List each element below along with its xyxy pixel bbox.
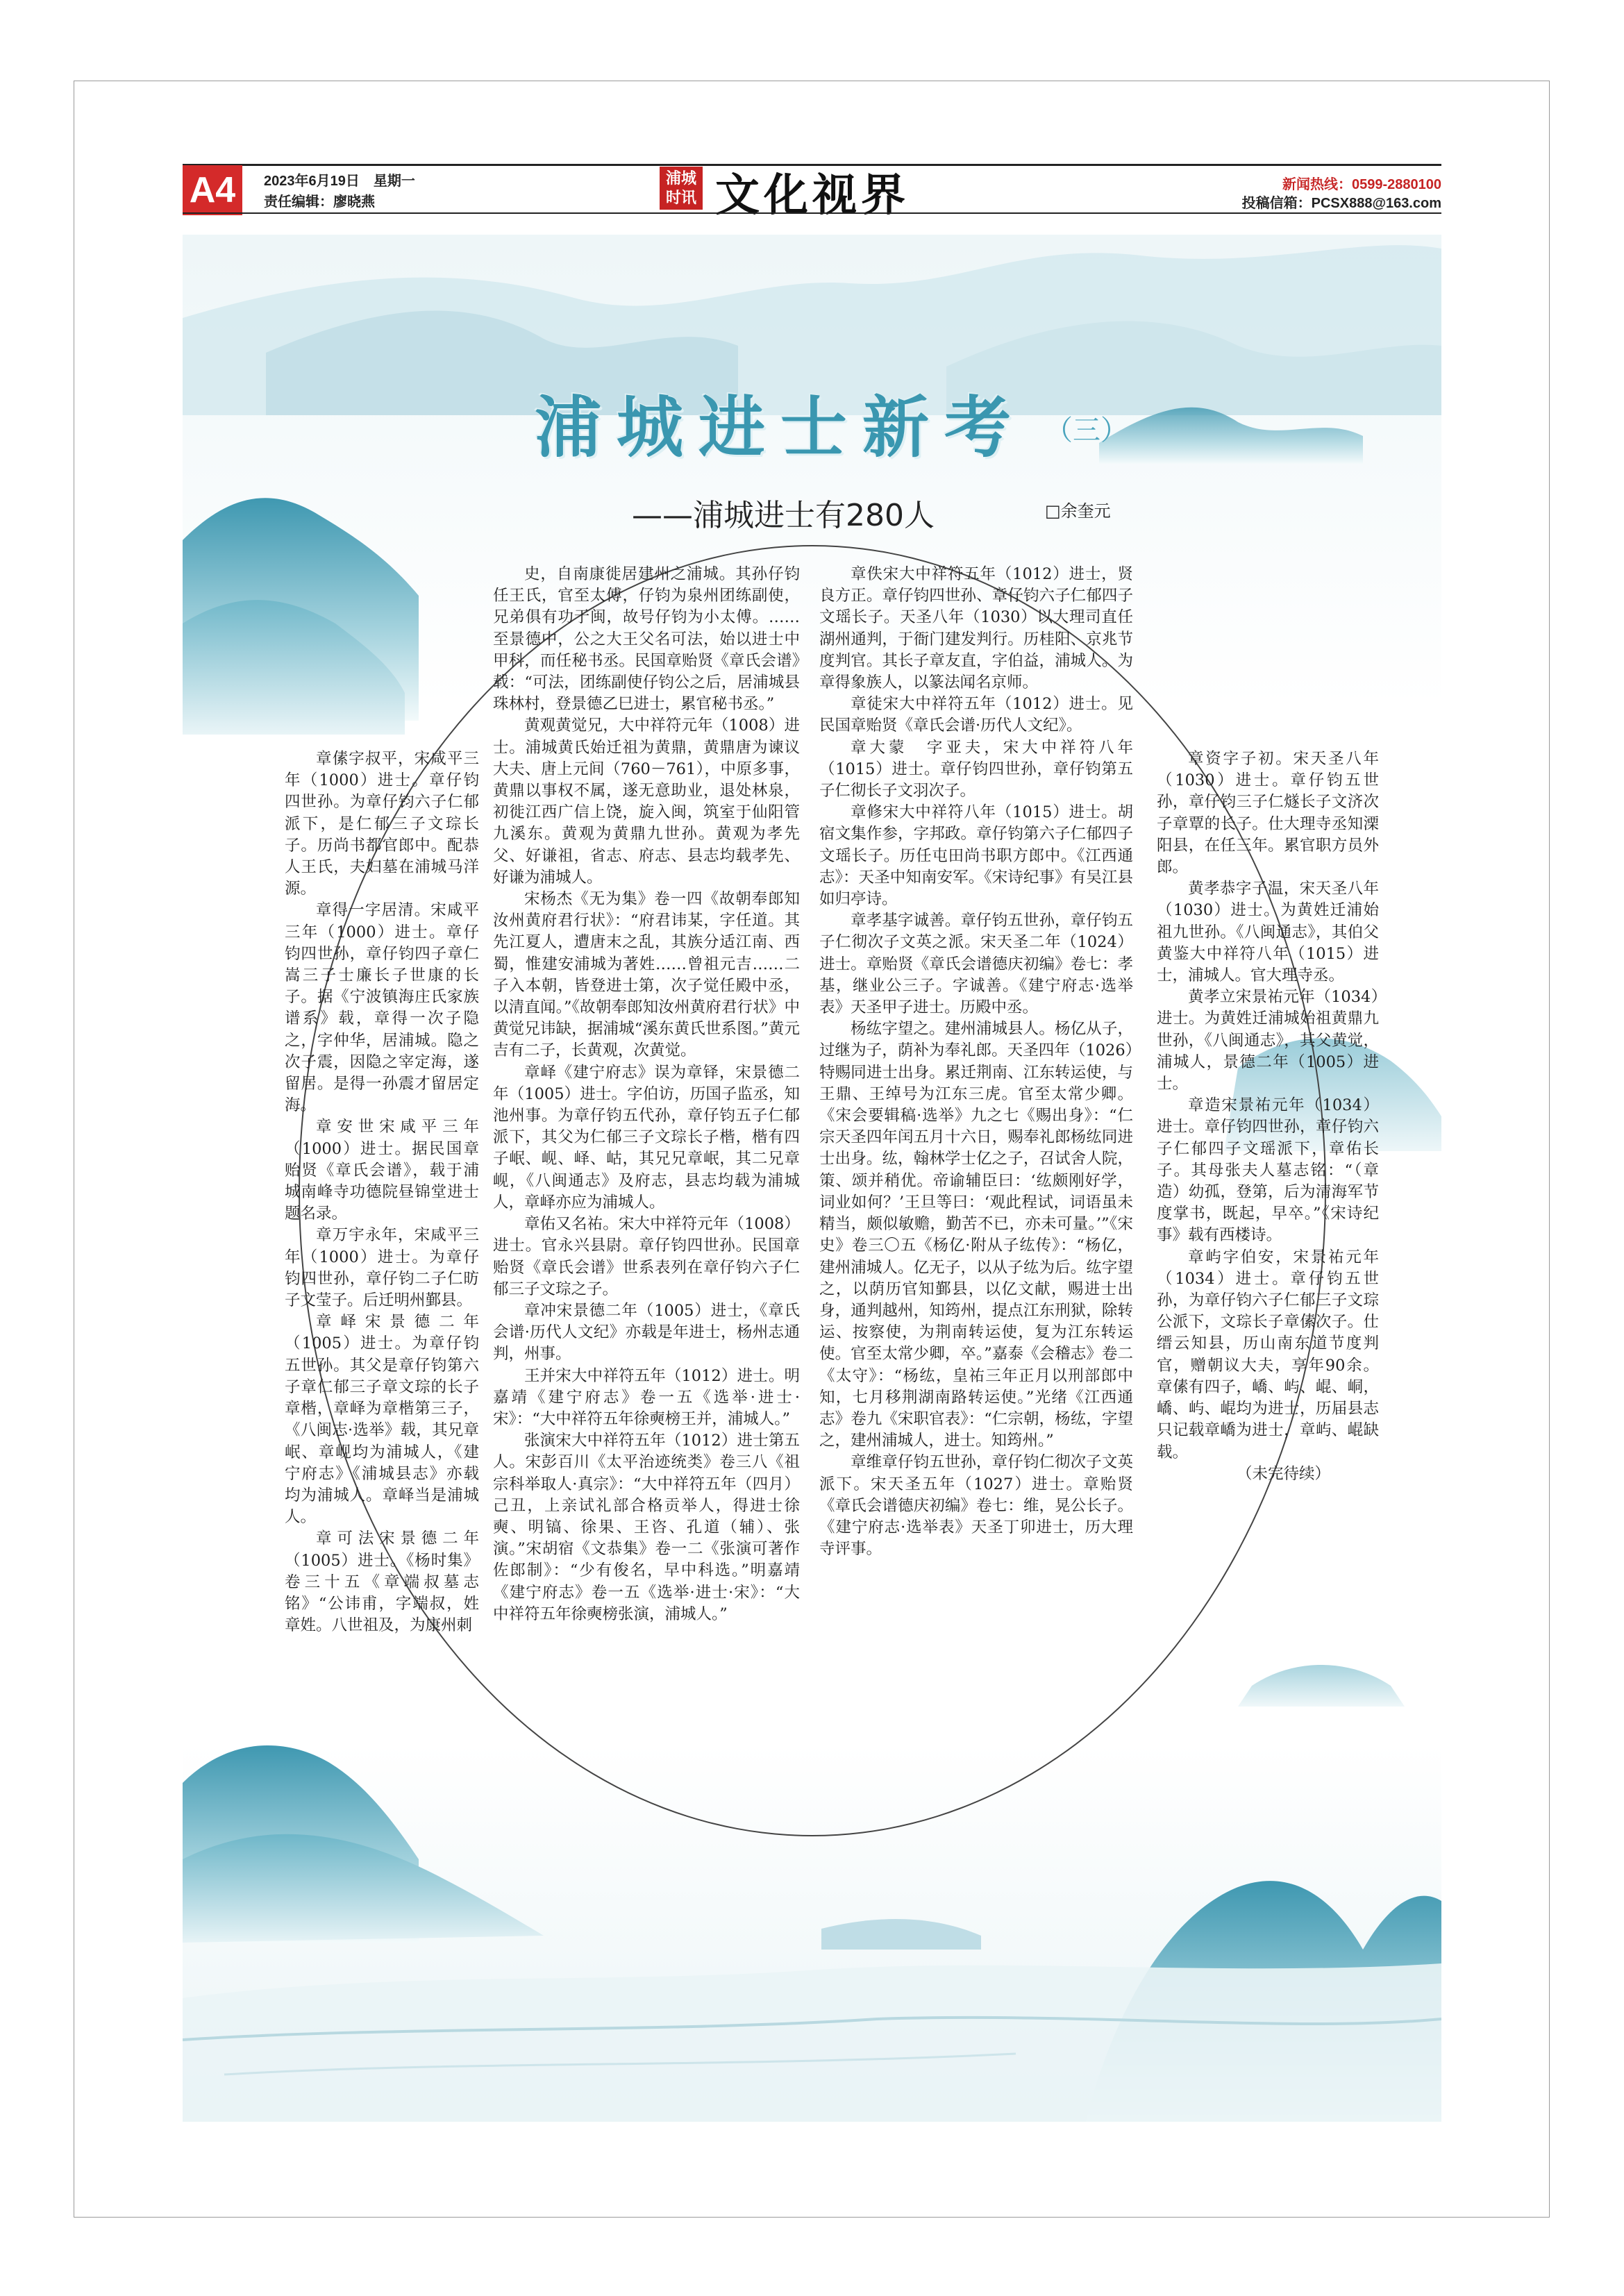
logo-bottom-text: 时讯 bbox=[665, 189, 696, 206]
paragraph: 章傃字叔平，宋咸平三年（1000）进士。章仔钧四世孙。为章仔钧六子仁郁派下，是仁郁三子文琮长子。历尚书都官郎中。配恭人王氏，夫妇墓在浦城马洋源。 bbox=[285, 750, 479, 898]
paragraph: 杨纮字望之。建州浦城县人。杨亿从子，过继为子，荫补为奉礼郎。天圣四年（1026）特赐同进士出身。累迁荆南、江东转运使，与王鼎、王绰号为江东三虎。官至太常少卿。《宋会要辑稿·选举》九之七《赐出身》：“仁宗天圣四年闰五月十六日，赐奉礼郎杨纮同进士出身。纮，翰林学士亿之子，召试舍人院，策、颂并稍优。帝谕辅臣曰：‘纮颇刚好学，词业如何？’王旦等曰：‘观此程试，词语虽未精当，颇似敏赡，勤苦不已，亦未可量。’”《宋史》卷三〇五《杨亿·附从子纮传》：“杨亿，建州浦城人。亿无子，以从子纮为后。纮字望之，以荫历官知鄞县，以亿文献，赐进士出身，通判越州，知筠州，提点江东刑狱，除转运、按察使，为荆南转运使，复为江东转运使。官至太常少卿，卒。”嘉泰《会稽志》卷二《太守》：“杨纮，皇祐三年正月以刑部郎中知，七月移荆湖南路转运使。”光绪《江西通志》卷九《宋职官表》：“仁宗朝，杨纮，字望之，建州浦城人，进士。知筠州。” bbox=[819, 1020, 1133, 1450]
editor-line: 责任编辑：廖晓燕 bbox=[264, 194, 375, 210]
paragraph: 章安世宋咸平三年（1000）进士。据民国章贻贤《章氏会谱》，载于浦城南峰寺功德院昼锦堂进士题名录。 bbox=[285, 1118, 479, 1223]
article-subtitle: ——浦城进士有280人 bbox=[632, 498, 935, 533]
paragraph: 史，自南康徙居建州之浦城。其孙仔钧任王氏，官至太傅，仔钧为泉州团练副使，兄弟俱有功于闽，故号仔钧为小太傅。……至景德中，公之大王父名可法，始以进士中甲科，而任秘书丞。民国章贻贤《章氏会谱》载：“可法，团练副使仔钧公之后，居浦城县珠林村，登景德乙巳进士，累官秘书丞。” bbox=[493, 565, 800, 714]
paragraph: 黄观黄觉兄，大中祥符元年（1008）进士。浦城黄氏始迁祖为黄鼎，黄鼎唐为谏议大夫、唐上元间（760－761），中原多事，黄鼎以事权不属，遂无意助业，退处林泉，初徙江西广信上饶，旋入闽，筑室于仙阳管九溪东。黄观为黄鼎九世孙。黄观为孝先父、好谦祖，省志、府志、县志均载孝先、好谦为浦城人。 bbox=[493, 717, 800, 887]
paragraph: 章冲宋景德二年（1005）进士，《章氏会谱·历代人文纪》亦载是年进士，杨州志通判，州事。 bbox=[493, 1301, 800, 1364]
paragraph: 章佑又名祐。宋大中祥符元年（1008）进士。官永兴县尉。章仔钧四世孙。民国章贻贤《章氏会谱》世系表列在章仔钧六子仁郁三子文琮之子。 bbox=[493, 1215, 800, 1298]
series-number: （三） bbox=[1045, 414, 1128, 446]
paragraph: 章可法宋景德二年（1005）进士。《杨时集》卷三十五《章端叔墓志铭》“公讳甫，字端叔，姓章姓。八世祖及，为康州刺 bbox=[285, 1530, 479, 1635]
text-column-3 bbox=[819, 564, 1133, 1560]
paragraph: 章修宋大中祥符八年（1015）进士。胡宿文集作参，字邦政。章仔钧第六子仁郁四子文瑶长子。历任屯田尚书职方郎中。《江西通志》：天圣中知南安军。《宋诗纪事》有吴江县如归亭诗。 bbox=[819, 803, 1133, 909]
paragraph: 章徒宋大中祥符五年（1012）进士。见民国章贻贤《章氏会谱·历代人文纪》。 bbox=[819, 695, 1133, 735]
paragraph: 王并宋大中祥符五年（1012）进士。明嘉靖《建宁府志》卷一五《选举·进士·宋》：“大中祥符五年徐奭榜王并，浦城人。” bbox=[493, 1366, 800, 1428]
paragraph: 章大蒙 字亚夫，宋大中祥符八年（1015）进士。章仔钧四世孙，章仔钧第五子仁彻长子文羽次子。 bbox=[819, 738, 1133, 801]
continued-note: （未完待续） bbox=[1236, 1464, 1330, 1483]
paragraph: 章维章仔钧五世孙，章仔钧仁彻次子文英派下。宋天圣五年（1027）进士。章贻贤《章氏会谱德庆初编》卷七：维，晃公长子。《建宁府志·选举表》天圣丁卯进士，历大理寺评事。 bbox=[819, 1453, 1133, 1559]
paragraph: 张演宋大中祥符五年（1012）进士第五人。宋彭百川《太平治迹统类》卷三八《祖宗科举取人·真宗》：“大中祥符五年（四月）己丑，上亲试礼部合格贡举人，得进士徐奭、明镐、徐果、王咨、孔道（辅）、张演。”宋胡宿《文恭集》卷一二《张演可著作佐郎制》：“少有俊名，早中科选。”明嘉靖《建宁府志》卷一五《选举·进士·宋》：“大中祥符五年徐奭榜张演，浦城人。” bbox=[493, 1432, 800, 1623]
paragraph: 章孝基字诚善。章仔钧五世孙，章仔钧五子仁彻次子文英之派。宋天圣二年（1024）进士。章贻贤《章氏会谱德庆初编》卷七：孝基，继业公三子。字诚善。《建宁府志·选举表》天圣甲子进士。历殿中丞。 bbox=[819, 912, 1133, 1017]
paragraph: 章造宋景祐元年（1034）进士。章仔钧四世孙，章仔钧六子仁郁四子文瑶派下，章佑长子。其母张夫人墓志铭：“（章造）幼孤，登第，后为清海军节度掌书，既起，早卒。”《宋诗纪事》载有西楼诗。 bbox=[1157, 1096, 1379, 1245]
newspaper-logo bbox=[660, 167, 703, 210]
paragraph: 黄孝立宋景祐元年（1034）进士。为黄姓迁浦城始祖黄鼎九世孙，《八闽通志》，其父黄觉，浦城人，景德二年（1005）进士。 bbox=[1157, 988, 1379, 1093]
paragraph: 章资字子初。宋天圣八年（1030）进士。章仔钧五世孙，章仔钧三子仁燧长子文济次子章覃的长子。仕大理寺丞知溧阳县，在任三年。累官职方员外郎。 bbox=[1157, 750, 1379, 877]
paragraph: 宋杨杰《无为集》卷一四《故朝奉郎知汝州黄府君行状》：“府君讳某，字任道。其先江夏人，遭唐末之乱，其族分适江南、西蜀，惟建安浦城为著姓……曾祖元吉……二子入本朝，皆登进士第，次子觉任殿中丞，以清直闻。”《故朝奉郎知汝州黄府君行状》中黄觉兄讳缺，据浦城“溪东黄氏世系图。”黄元吉有二子，长黄观，次黄觉。 bbox=[493, 890, 800, 1060]
paragraph: 章得一字居清。宋咸平三年（1000）进士。章仔钧四世孙，章仔钧四子章仁嵩三子士廉长子世康的长子。据《宁波镇海庄氏家族谱系》载，章得一次子隐之，字仲华，居浦城。隐之次子震，因隐之宰定海，遂留居。是得一孙震才留居定海。 bbox=[285, 901, 479, 1115]
paragraph: 章万宇永年，宋咸平三年（1000）进士。为章仔钧四世孙，章仔钧二子仁昉子文莹子。后迁明州鄞县。 bbox=[285, 1226, 479, 1310]
logo-top-text: 浦城 bbox=[665, 169, 696, 187]
paragraph: 章佚宋大中祥符五年（1012）进士，贤良方正。章仔钧四世孙、章仔钧六子仁郁四子文瑶长子。天圣八年（1030）以大理司直任湖州通判，于衙门建发判行。历桂阳、京兆节度判官。其长子章友直，字伯益，浦城人。为章得象族人，以篆法闻名京师。 bbox=[819, 565, 1133, 692]
paragraph: 章屿字伯安，宋景祐元年（1034）进士。章仔钧五世孙，为章仔钧六子仁郁三子文琮公派下，文琮长子章傃次子。仕缙云知县，历山南东道节度判官，赠朝议大夫，享年90余。章傃有四子，嶠、屿、崐、峒，嶠、屿、崐均为进士，历届县志只记载章嶠为进士，章屿、崐缺载。 bbox=[1157, 1248, 1379, 1461]
paragraph: 黄孝恭字子温，宋天圣八年（1030）进士。为黄姓迁浦始祖九世孙。《八闽通志》，其伯父黄鉴大中祥符八年（1015）进士，浦城人。官大理寺丞。 bbox=[1157, 880, 1379, 985]
paragraph: 章峄《建宁府志》误为章铎，宋景德二年（1005）进士。字伯访，历国子监丞，知池州事。为章仔钧五代孙，章仔钧五子仁郁派下，其父为仁郁三子文琮长子楷，楷有四子岷、岘、峄、岵，其兄兄章岷，其二兄章岘，《八闽通志》及府志，县志均载为浦城人，章峄亦应为浦城人。 bbox=[493, 1063, 800, 1212]
text-column-2 bbox=[493, 564, 800, 1625]
submission-email: 投稿信箱：PCSX888@163.com bbox=[1241, 196, 1441, 211]
section-title: 文化视界 bbox=[715, 170, 910, 220]
text-column-4 bbox=[1157, 748, 1379, 1485]
author-byline: □余奎元 bbox=[1045, 501, 1111, 521]
news-hotline: 新闻热线：0599-2880100 bbox=[1282, 177, 1441, 192]
header-bottom-rule bbox=[183, 212, 1441, 214]
paragraph: 章峄宋景德二年（1005）进士。为章仔钧五世孙。其父是章仔钧第六子章仁郁三子章文琮的长子章楷，章峄为章楷第三子，《八闽志·选举》载，其兄章岷、章岘均为浦城人，《建宁府志》《浦城县志》亦载均为浦城人。章峄当是浦城人。 bbox=[285, 1313, 479, 1527]
article-title: 浦城进士新考 bbox=[535, 389, 1026, 467]
date-line: 2023年6月19日 星期一 bbox=[264, 174, 415, 189]
text-column-1 bbox=[285, 748, 479, 1636]
page-number-badge: A4 bbox=[183, 165, 242, 215]
